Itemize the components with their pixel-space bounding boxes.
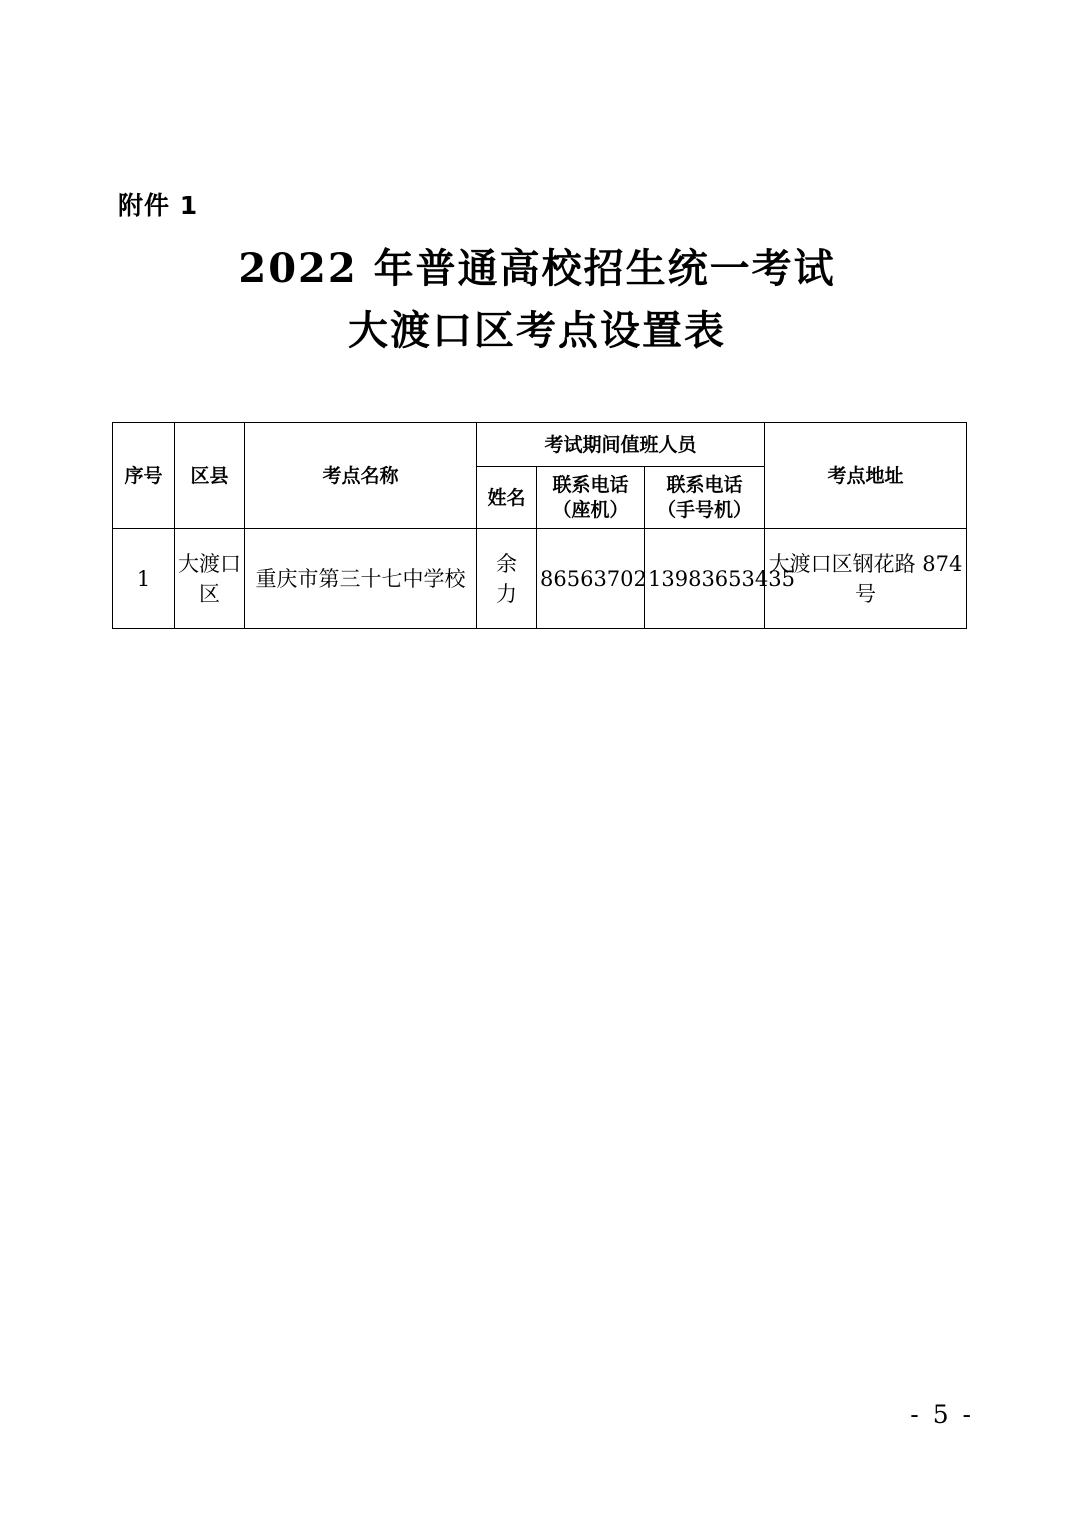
page-number: - 5 - bbox=[910, 1400, 974, 1429]
table-header-row-1 bbox=[113, 423, 967, 467]
cell-phone-mobile: 13983653435 bbox=[645, 529, 765, 629]
exam-site-table bbox=[112, 422, 967, 629]
header-address: 考点地址 bbox=[765, 423, 967, 529]
header-phone-mobile-line1: 联系电话 bbox=[666, 473, 743, 496]
table-row bbox=[113, 529, 967, 629]
header-duty-staff-group: 考试期间值班人员 bbox=[477, 423, 765, 467]
cell-address: 大渡口区钢花路 874 号 bbox=[765, 529, 967, 629]
header-phone-landline-line2: （座机） bbox=[552, 498, 629, 521]
header-phone-mobile-line2: （手号机） bbox=[657, 498, 753, 521]
page-title-line-1: 2022 年普通高校招生统一考试 bbox=[238, 245, 836, 292]
header-index: 序号 bbox=[113, 423, 175, 529]
cell-district: 大渡口区 bbox=[175, 529, 245, 629]
attachment-label: 附件 1 bbox=[118, 191, 199, 220]
header-phone-landline bbox=[537, 467, 645, 529]
cell-phone-landline: 86563702 bbox=[537, 529, 645, 629]
header-district: 区县 bbox=[175, 423, 245, 529]
header-phone-landline-line1: 联系电话 bbox=[552, 473, 629, 496]
header-site-name: 考点名称 bbox=[245, 423, 477, 529]
header-person-name: 姓名 bbox=[477, 467, 537, 529]
cell-index: 1 bbox=[113, 529, 175, 629]
cell-person-name: 余 力 bbox=[477, 529, 537, 629]
page-title-line-2: 大渡口区考点设置表 bbox=[348, 307, 726, 354]
page-title bbox=[0, 238, 1074, 362]
cell-site-name: 重庆市第三十七中学校 bbox=[245, 529, 477, 629]
header-phone-mobile bbox=[645, 467, 765, 529]
